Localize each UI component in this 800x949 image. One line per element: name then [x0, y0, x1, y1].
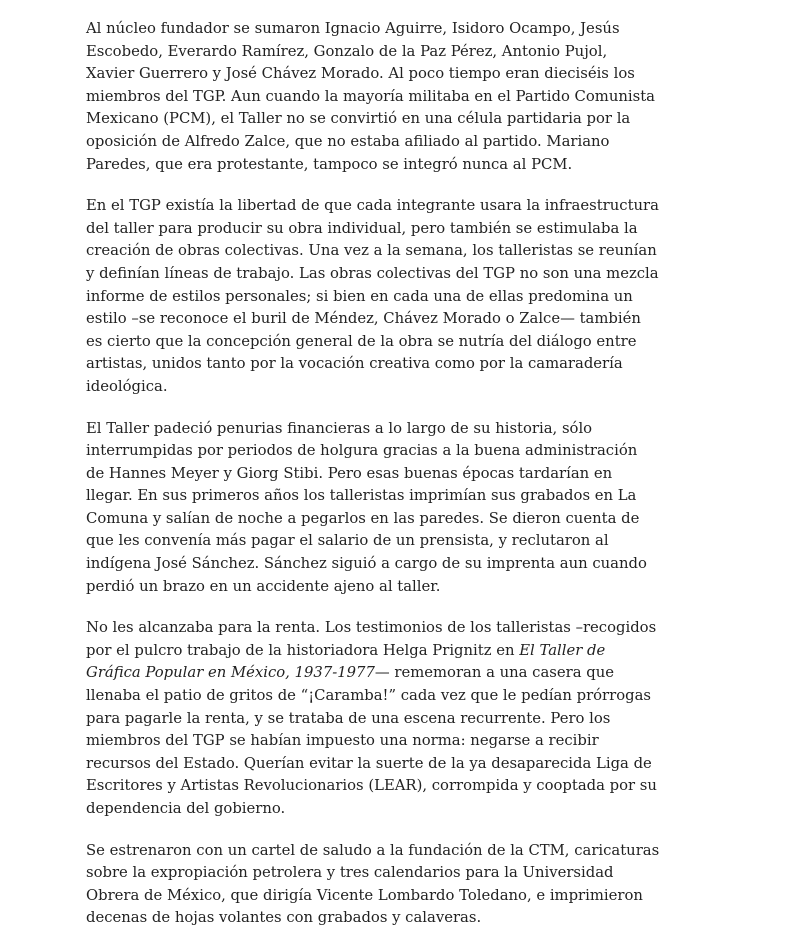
- paragraph-collective-work: En el TGP existía la libertad de que cada integrante usara la infraestructura del taller para producir su obra individual, pero también se estimulaba la creación de obras colectivas. Una vez a la semana, los talleristas se reunían y definían líneas de trabajo. Las obras colectivas del TGP no son una mezcla informe de estilos personales; si bien en cada una de ellas predomina un estilo –se reconoce el buril de Méndez, Chávez Morado o Zalce— también es cierto que la concepción general de la obra se nutría del diálogo entre artistas, unidos tanto por la vocación creativa como por la camaradería ideológica.: [86, 197, 659, 395]
- paragraph-rent-text-start: No les alcanzaba para la renta. Los testimonios de los talleristas –recogidos por el pulcro trabajo de la historiadora Helga Prignitz en: [86, 619, 657, 659]
- book-title: El Taller de Gráfica Popular en México, 1937-1977: [86, 641, 606, 682]
- paragraph-rent: [86, 617, 660, 820]
- article-body: [86, 18, 660, 949]
- paragraph-founders: Al núcleo fundador se sumaron Ignacio Aguirre, Isidoro Ocampo, Jesús Escobedo, Everardo Ramírez, Gonzalo de la Paz Pérez, Antonio Pujol, Xavier Guerrero y José Chávez Morado. Al poco tiempo eran dieciséis los miembros del TGP. Aun cuando la mayoría militaba en el Partido Comunista Mexicano (PCM), el Taller no se convirtió en una célula partidaria por la oposición de Alfredo Zalce, que no estaba afiliado al partido. Mariano Paredes, que era protestante, tampoco se integró nunca al PCM.: [86, 20, 655, 173]
- paragraph-rent-text-end: — rememoran a una casera que llenaba el patio de gritos de “¡Caramba!” cada vez que le pedían prórrogas para pagarle la renta, y se trataba de una escena recurrente. Pero los miembros del TGP se habían impuesto una norma: negarse a recibir recursos del Estado. Querían evitar la suerte de la ya desaparecida Liga de Escritores y Artistas Revolucionarios (LEAR), corrompida y cooptada por su dependencia del gobierno.: [86, 664, 657, 817]
- paragraph-finances: El Taller padeció penurias financieras a lo largo de su historia, sólo interrumpidas por periodos de holgura gracias a la buena administración de Hannes Meyer y Giorg Stibi. Pero esas buenas épocas tardarían en llegar. En sus primeros años los talleristas imprimían sus grabados en La Comuna y salían de noche a pegarlos en las paredes. Se dieron cuenta de que les convenía más pagar el salario de un prensista, y reclutaron al indígena José Sánchez. Sánchez siguió a cargo de su imprenta aun cuando perdió un brazo en un accidente ajeno al taller.: [86, 419, 647, 595]
- paragraph-first-works: Se estrenaron con un cartel de saludo a la fundación de la CTM, caricaturas sobre la expropiación petrolera y tres calendarios para la Universidad Obrera de México, que dirigía Vicente Lombardo Toledano, e imprimieron decenas de hojas volantes con grabados y calaveras.: [86, 841, 660, 927]
